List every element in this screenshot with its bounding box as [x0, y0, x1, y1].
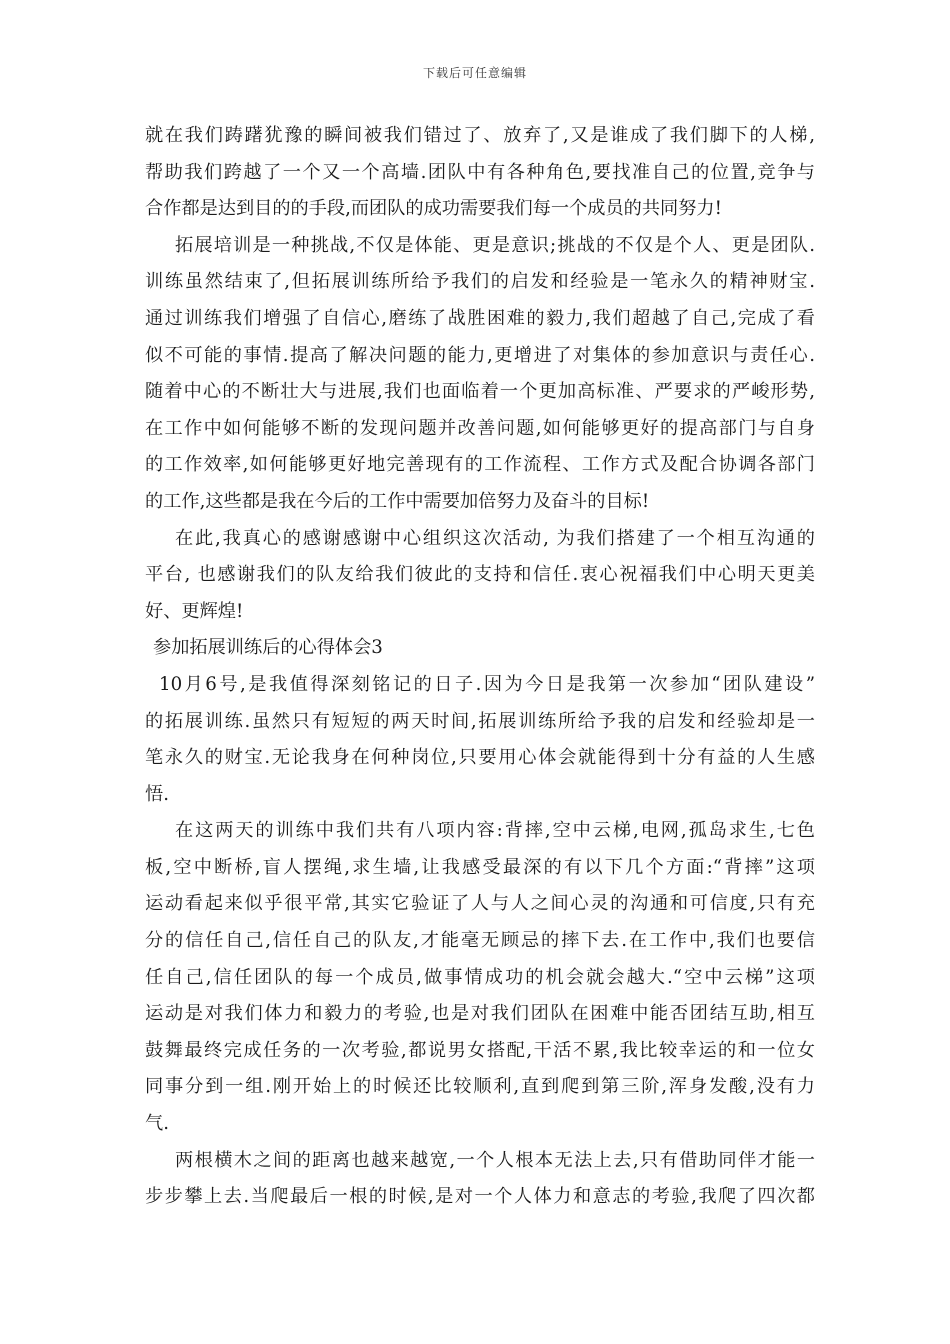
text-line: 通过训练我们增强了自信心,磨练了战胜困难的毅力,我们超越了自己,完成了看: [145, 307, 815, 329]
text-line: 10月6号,是我值得深刻铭记的日子.因为今日是我第一次参加“团队建设”: [159, 673, 815, 695]
section-heading: 参加拓展训练后的心得体会3: [153, 637, 383, 659]
text-line: 运动看起来似乎很平常,其实它验证了人与人之间心灵的沟通和可信度,只有充: [145, 893, 815, 915]
text-line: 好、更辉煌!: [145, 600, 244, 622]
text-line: 任自己,信任团队的每一个成员,做事情成功的机会就会越大.“空中云梯”这项: [145, 966, 815, 988]
text-line: 合作都是达到目的的手段,而团队的成功需要我们每一个成员的共同努力!: [145, 198, 722, 220]
text-line: 的拓展训练.虽然只有短短的两天时间,拓展训练所给予我的启发和经验却是一: [145, 710, 815, 732]
text-line: 在这两天的训练中我们共有八项内容:背摔,空中云梯,电网,孤岛求生,七色: [175, 820, 815, 842]
text-line: 就在我们踌躇犹豫的瞬间被我们错过了、放弃了,又是谁成了我们脚下的人梯,: [145, 125, 815, 146]
page-header: 下载后可任意编辑: [422, 66, 527, 80]
text-line: 训练虽然结束了,但拓展训练所给予我们的启发和经验是一笔永久的精神财宝.: [145, 271, 815, 293]
document-body: [145, 118, 815, 1216]
text-line: 在工作中如何能够不断的发现问题并改善问题,如何能够更好的提高部门与自身: [145, 417, 815, 439]
text-line: 的工作,这些都是我在今后的工作中需要加倍努力及奋斗的目标!: [145, 490, 650, 512]
text-line: 帮助我们跨越了一个又一个高墙.团队中有各种角色,要找准自己的位置,竞争与: [145, 161, 815, 183]
text-line: 悟.: [145, 783, 169, 805]
text-line: 似不可能的事情.提高了解决问题的能力,更增进了对集体的参加意识与责任心.: [145, 344, 815, 366]
text-line: 同事分到一组.刚开始上的时候还比较顺利,直到爬到第三阶,浑身发酸,没有力: [145, 1076, 815, 1098]
text-line: 气.: [145, 1113, 169, 1135]
text-line: 拓展培训是一种挑战,不仅是体能、更是意识;挑战的不仅是个人、更是团队.: [175, 234, 815, 256]
text-line: 步步攀上去.当爬最后一根的时候,是对一个人体力和意志的考验,我爬了四次都: [145, 1186, 815, 1208]
text-line: 笔永久的财宝.无论我身在何种岗位,只要用心体会就能得到十分有益的人生感: [145, 747, 815, 769]
text-line: 分的信任自己,信任自己的队友,才能毫无顾忌的摔下去.在工作中,我们也要信: [145, 930, 815, 952]
text-line: 运动是对我们体力和毅力的考验,也是对我们团队在困难中能否团结互助,相互: [145, 1003, 815, 1025]
text-line: 随着中心的不断壮大与进展,我们也面临着一个更加高标准、严要求的严峻形势,: [145, 381, 815, 403]
text-line: 在此,我真心的感谢感谢中心组织这次活动, 为我们搭建了一个相互沟通的: [175, 527, 815, 549]
text-line: 鼓舞最终完成任务的一次考验,都说男女搭配,干活不累,我比较幸运的和一位女: [145, 1039, 815, 1061]
text-line: 的工作效率,如何能够更好地完善现有的工作流程、工作方式及配合协调各部门: [145, 454, 815, 476]
text-line: 两根横木之间的距离也越来越宽,一个人根本无法上去,只有借助同伴才能一: [175, 1149, 815, 1171]
text-line: 板,空中断桥,盲人摆绳,求生墙,让我感受最深的有以下几个方面:“背摔”这项: [145, 856, 815, 878]
text-line: 平台, 也感谢我们的队友给我们彼此的支持和信任.衷心祝福我们中心明天更美: [145, 564, 815, 586]
